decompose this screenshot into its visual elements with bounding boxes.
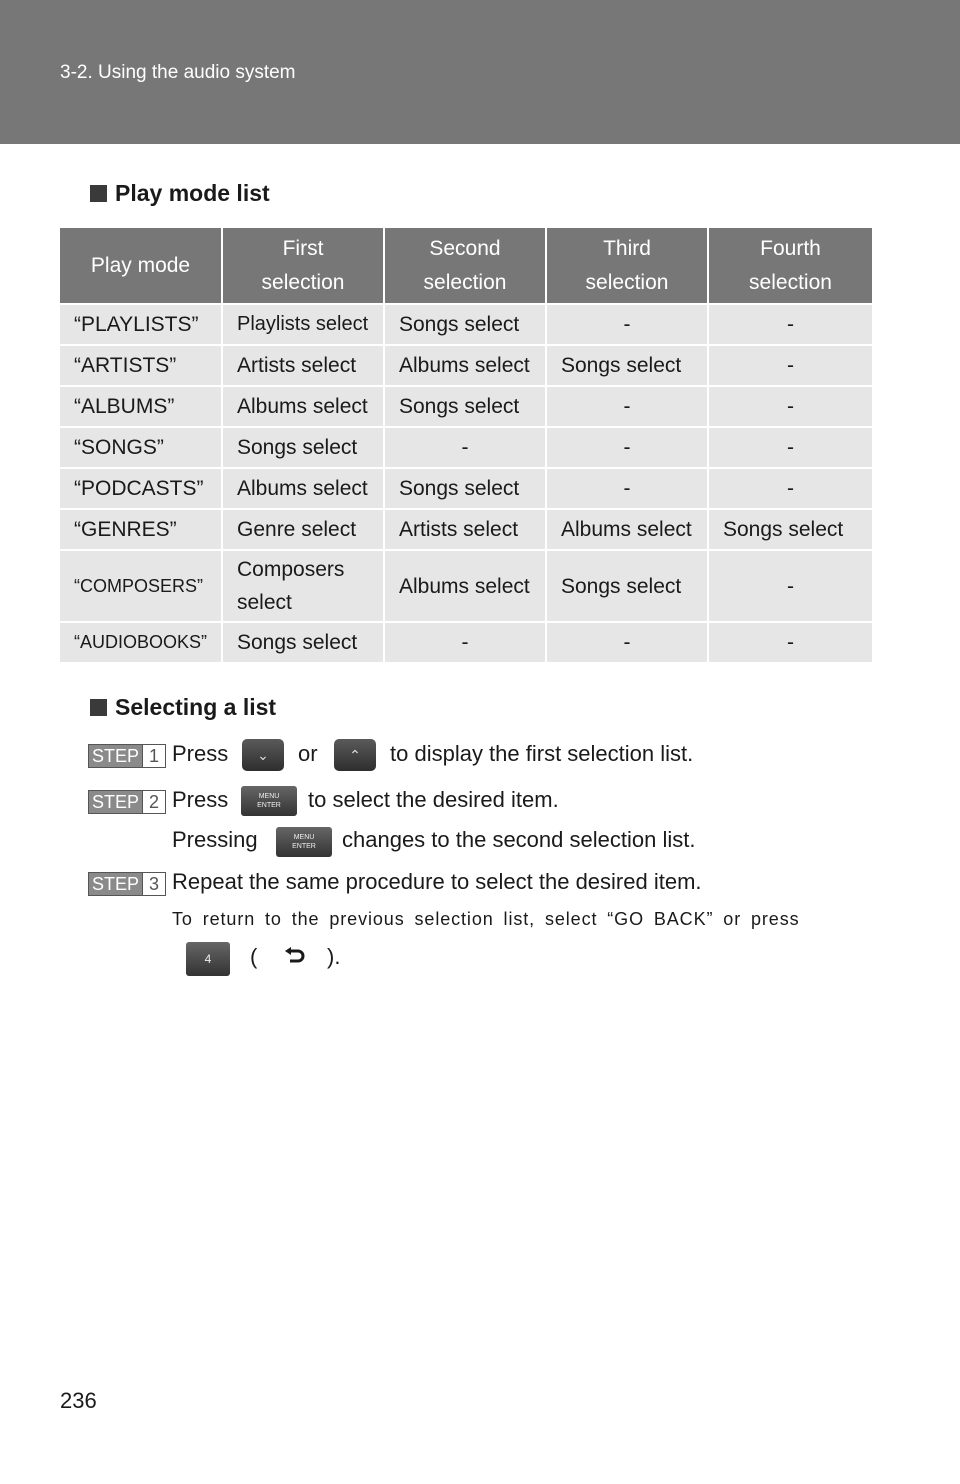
section-title: 3-2. Using the audio system bbox=[60, 62, 296, 83]
step-3-text: Repeat the same procedure to select the desired item. bbox=[172, 869, 702, 894]
table-cell: - bbox=[708, 345, 872, 386]
page-number: 236 bbox=[60, 1388, 97, 1413]
step-badge: STEP 3 bbox=[88, 872, 166, 896]
table-cell: “AUDIOBOOKS” bbox=[60, 622, 222, 662]
table-cell: - bbox=[546, 468, 708, 509]
step-badge: STEP 2 bbox=[88, 790, 166, 814]
table-cell: - bbox=[708, 622, 872, 662]
table-cell: “SONGS” bbox=[60, 427, 222, 468]
table-cell: Albums select bbox=[384, 345, 546, 386]
table-cell: Songs select bbox=[708, 509, 872, 550]
table-cell: Songs select bbox=[384, 304, 546, 345]
table-cell: - bbox=[384, 622, 546, 662]
table-cell: - bbox=[546, 304, 708, 345]
play-mode-table bbox=[60, 228, 872, 662]
table-cell: Songs select bbox=[384, 386, 546, 427]
go-back-note: To return to the previous selection list, select “GO BACK” or press bbox=[172, 909, 800, 929]
table-row bbox=[60, 427, 872, 468]
table-cell: “GENRES” bbox=[60, 509, 222, 550]
table-cell: Songs select bbox=[222, 427, 384, 468]
table-cell: - bbox=[708, 304, 872, 345]
table-cell: Playlists select bbox=[222, 304, 384, 345]
play-mode-list-heading: Play mode list bbox=[90, 180, 270, 207]
table-cell: - bbox=[708, 550, 872, 622]
table-cell: Artists select bbox=[222, 345, 384, 386]
step-badge: STEP 1 bbox=[88, 744, 166, 768]
menu-enter-button-icon: MENU ENTER bbox=[276, 827, 332, 857]
table-cell: “PODCASTS” bbox=[60, 468, 222, 509]
table-cell: Songs select bbox=[384, 468, 546, 509]
table-row bbox=[60, 550, 872, 622]
table-cell: Artists select bbox=[384, 509, 546, 550]
table-cell: - bbox=[546, 427, 708, 468]
table-cell: - bbox=[546, 386, 708, 427]
heading-square-icon bbox=[90, 185, 107, 202]
table-cell: “PLAYLISTS” bbox=[60, 304, 222, 345]
table-cell: Songs select bbox=[546, 345, 708, 386]
table-cell: Albums select bbox=[384, 550, 546, 622]
page-header bbox=[0, 0, 960, 144]
step-1-text: to display the first selection list. bbox=[390, 741, 694, 766]
column-header: Second selection bbox=[384, 228, 546, 304]
table-cell: Albums select bbox=[546, 509, 708, 550]
table-row bbox=[60, 622, 872, 662]
note-paren-close: ). bbox=[327, 944, 341, 969]
note-paren-open: ( bbox=[250, 944, 258, 969]
menu-enter-button-icon: MENU ENTER bbox=[241, 786, 297, 816]
table-cell: Genre select bbox=[222, 509, 384, 550]
step-2-press: Press bbox=[172, 787, 229, 812]
table-cell: “ARTISTS” bbox=[60, 345, 222, 386]
step-2-sub-post: changes to the second selection list. bbox=[342, 827, 696, 852]
table-row bbox=[60, 509, 872, 550]
table-cell: Songs select bbox=[222, 622, 384, 662]
step-1-or: or bbox=[298, 741, 318, 766]
return-arrow-icon bbox=[282, 946, 308, 968]
table-cell: “COMPOSERS” bbox=[60, 550, 222, 622]
table-cell: Albums select bbox=[222, 468, 384, 509]
table-row bbox=[60, 345, 872, 386]
column-header: Play mode bbox=[60, 228, 222, 304]
step-2-sub-pre: Pressing bbox=[172, 827, 258, 852]
selecting-list-heading: Selecting a list bbox=[90, 694, 276, 721]
column-header: First selection bbox=[222, 228, 384, 304]
table-cell: - bbox=[546, 622, 708, 662]
preset-4-button-icon: 4 bbox=[186, 942, 230, 976]
table-header-row bbox=[60, 228, 872, 304]
table-row bbox=[60, 304, 872, 345]
table-cell: Composers select bbox=[222, 550, 384, 622]
table-cell: - bbox=[708, 386, 872, 427]
table-cell: - bbox=[708, 468, 872, 509]
table-cell: “ALBUMS” bbox=[60, 386, 222, 427]
table-row bbox=[60, 386, 872, 427]
table-cell: - bbox=[384, 427, 546, 468]
column-header: Third selection bbox=[546, 228, 708, 304]
heading-square-icon bbox=[90, 699, 107, 716]
table-cell: Albums select bbox=[222, 386, 384, 427]
up-button-icon: ⌃ bbox=[334, 739, 376, 771]
step-1-press: Press bbox=[172, 741, 229, 766]
table-cell: Songs select bbox=[546, 550, 708, 622]
table-cell: - bbox=[708, 427, 872, 468]
column-header: Fourth selection bbox=[708, 228, 872, 304]
step-2-text: to select the desired item. bbox=[308, 787, 559, 812]
down-button-icon: ⌄ bbox=[242, 739, 284, 771]
table-row bbox=[60, 468, 872, 509]
